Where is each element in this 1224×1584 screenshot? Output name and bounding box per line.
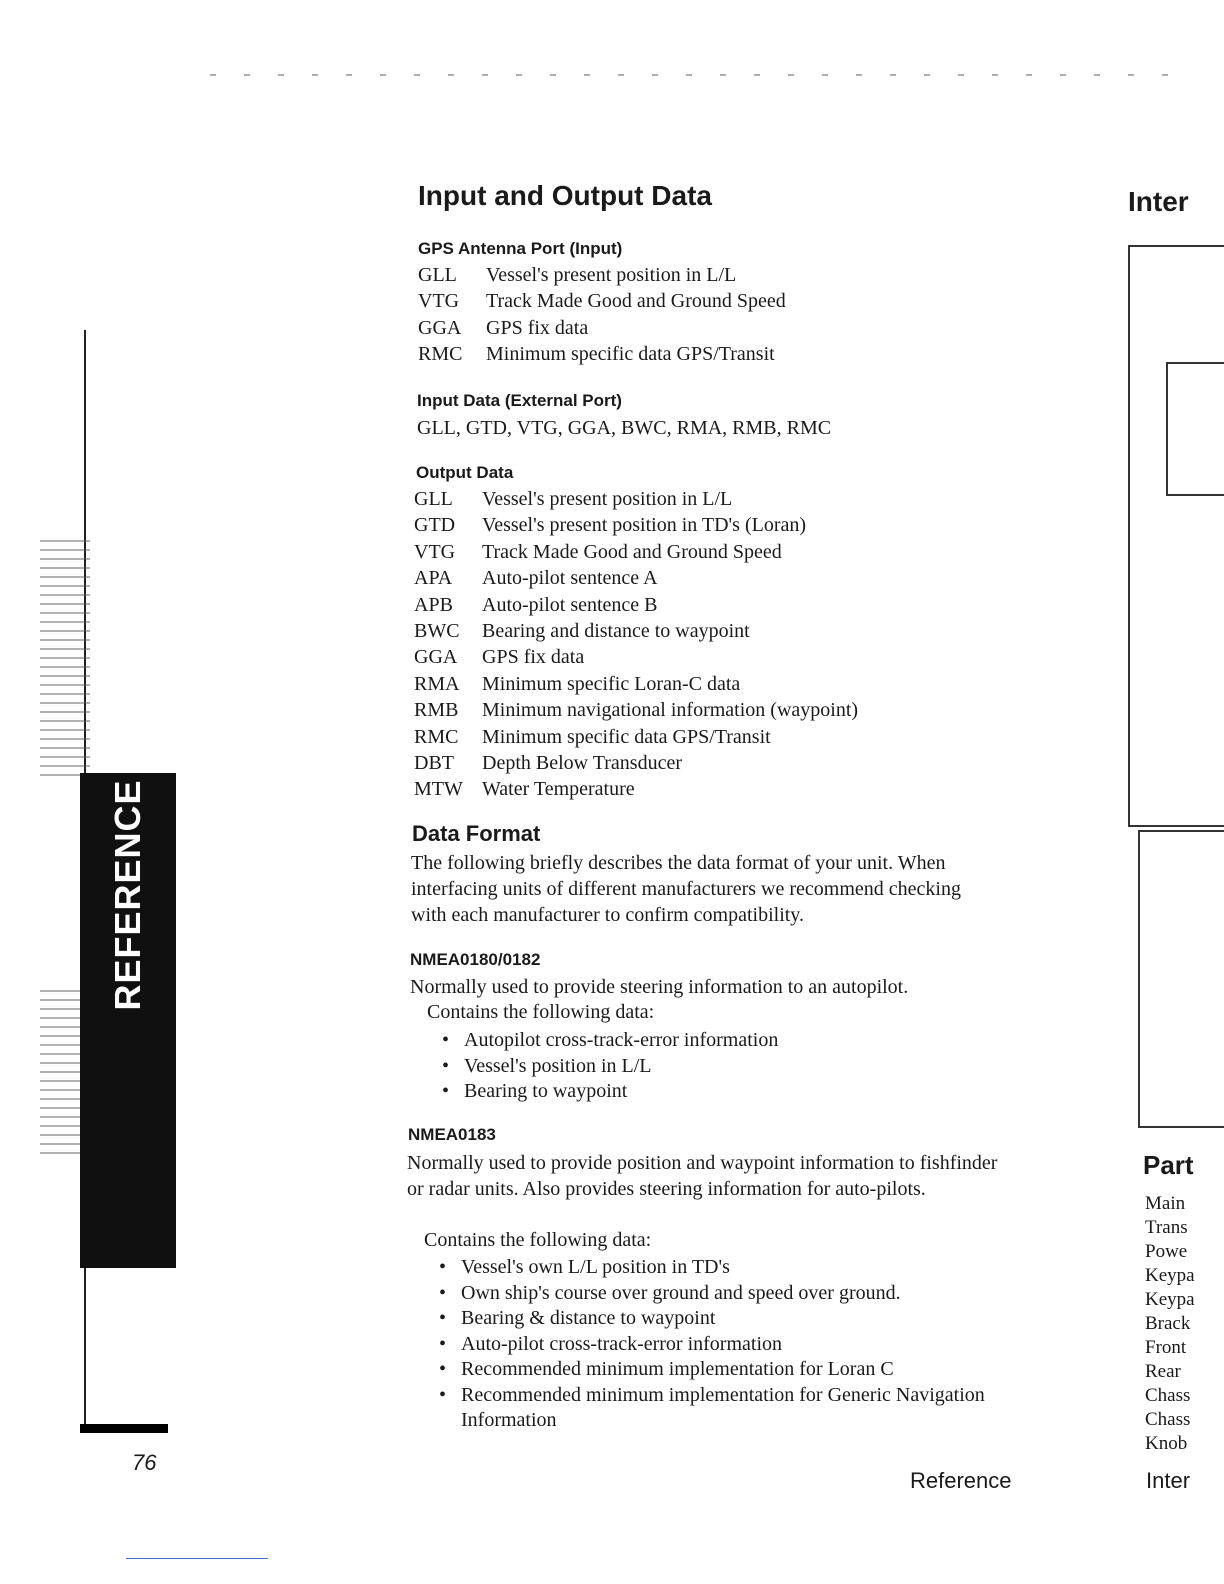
list-item: • Own ship's course over ground and speed over ground. — [437, 1281, 1002, 1307]
gps-antenna-table — [418, 262, 786, 368]
list-item: Brack — [1145, 1313, 1191, 1334]
sentence-desc: Track Made Good and Ground Speed — [486, 290, 786, 313]
table-row — [418, 262, 786, 288]
right-figure-frame-2 — [1138, 830, 1224, 1128]
sentence-desc: GPS fix data — [486, 316, 589, 339]
table-row — [418, 341, 786, 367]
table-row — [414, 644, 858, 670]
sentence-desc: GPS fix data — [482, 646, 585, 669]
bottom-rule — [126, 1558, 268, 1559]
sentence-code: RMB — [414, 699, 459, 722]
list-item: • Recommended minimum implementation for Generic Navigation Information — [437, 1383, 1002, 1434]
sentence-desc: Bearing and distance to waypoint — [482, 620, 750, 643]
input-external-list: GLL, GTD, VTG, GGA, BWC, RMA, RMB, RMC — [417, 417, 832, 439]
list-item: • Bearing & distance to waypoint — [437, 1306, 1002, 1332]
right-parts-list — [1145, 1192, 1224, 1456]
table-row — [414, 618, 858, 644]
sentence-desc: Vessel's present position in TD's (Loran) — [482, 514, 807, 537]
sentence-desc: Vessel's present position in L/L — [486, 264, 737, 286]
sentence-code: VTG — [414, 540, 456, 563]
output-data-title: Output Data — [416, 463, 514, 482]
list-item: • Autopilot cross-track-error information — [440, 1028, 1000, 1054]
list-item: Powe — [1145, 1241, 1188, 1262]
sentence-code: RMA — [414, 672, 460, 695]
list-item: Keypa — [1145, 1289, 1195, 1310]
right-figure-inner — [1166, 362, 1224, 496]
table-row — [418, 315, 786, 341]
sentence-code: GLL — [418, 264, 457, 286]
sentence-code: VTG — [418, 290, 460, 313]
gps-antenna-title: GPS Antenna Port (Input) — [418, 239, 623, 258]
sentence-code: GGA — [414, 646, 458, 669]
table-row — [414, 671, 858, 697]
nmea0180-text: Normally used to provide steering information to an autopilot. — [410, 976, 909, 998]
table-row — [414, 565, 858, 591]
sentence-desc: Water Temperature — [482, 778, 635, 801]
tab-rule — [80, 1424, 168, 1433]
sentence-code: RMC — [418, 343, 463, 366]
sentence-code: GTD — [414, 514, 456, 537]
data-format-text: The following briefly describes the data format of your unit. When interfacing units of different manufacturers we recommend checking with each manufacturer to confirm compatibility. — [411, 852, 961, 926]
table-row — [414, 697, 858, 723]
side-tab-label: REFERENCE — [107, 779, 148, 1011]
list-item: Trans — [1145, 1217, 1188, 1238]
sentence-desc: Minimum specific data GPS/Transit — [486, 343, 775, 366]
right-parts-title: Part — [1143, 1150, 1194, 1180]
sentence-desc: Minimum specific Loran-C data — [482, 672, 741, 695]
table-row — [414, 486, 858, 512]
nmea0183-list — [437, 1255, 1002, 1434]
sentence-code: APA — [414, 567, 453, 590]
page-footer: Reference — [910, 1468, 1012, 1493]
sentence-desc: Depth Below Transducer — [482, 752, 682, 775]
list-item: Main — [1145, 1193, 1186, 1214]
list-item: • Recommended minimum implementation for Loran C — [437, 1357, 1002, 1383]
table-row — [414, 592, 858, 618]
nmea0183-title: NMEA0183 — [408, 1125, 496, 1144]
sentence-desc: Auto-pilot sentence B — [482, 593, 658, 616]
table-row — [414, 776, 858, 802]
page-number: 76 — [132, 1450, 157, 1475]
list-item: • Bearing to waypoint — [440, 1079, 1000, 1105]
output-data-table — [414, 486, 858, 803]
right-page-footer: Inter — [1146, 1468, 1191, 1493]
nmea0180-title: NMEA0180/0182 — [410, 950, 541, 969]
nmea0180-list — [440, 1028, 1000, 1105]
table-row — [414, 750, 858, 776]
sentence-code: APB — [414, 593, 453, 616]
scan-top-edge — [210, 74, 1190, 76]
list-item: Chass — [1145, 1385, 1191, 1406]
sentence-code: RMC — [414, 725, 459, 748]
table-row — [414, 512, 858, 538]
list-item: Knob — [1145, 1433, 1188, 1454]
sentence-code: GLL — [414, 488, 453, 510]
sentence-desc: Minimum specific data GPS/Transit — [482, 725, 771, 748]
right-page-title: Inter — [1128, 186, 1189, 217]
table-row — [414, 539, 858, 565]
nmea0180-contains: Contains the following data: — [427, 1001, 655, 1023]
input-external-title: Input Data (External Port) — [417, 391, 622, 410]
data-format-title: Data Format — [412, 821, 541, 846]
nmea0183-text: Normally used to provide position and waypoint information to fishfinder or radar units. Also provides steering information for auto-pilots. — [407, 1152, 998, 1200]
sentence-code: DBT — [414, 752, 454, 775]
list-item: • Vessel's own L/L position in TD's — [437, 1255, 1002, 1281]
sentence-desc: Vessel's present position in L/L — [482, 488, 733, 510]
right-figure-frame — [1128, 245, 1224, 827]
list-item: Keypa — [1145, 1265, 1195, 1286]
table-row — [418, 288, 786, 314]
list-item: Chass — [1145, 1409, 1191, 1430]
sentence-desc: Minimum navigational information (waypoint) — [482, 699, 859, 722]
scan-noise — [40, 540, 90, 780]
list-item: • Vessel's position in L/L — [440, 1054, 1000, 1080]
sentence-desc: Auto-pilot sentence A — [482, 567, 658, 590]
list-item: • Auto-pilot cross-track-error information — [437, 1332, 1002, 1358]
nmea0183-contains: Contains the following data: — [424, 1229, 652, 1251]
table-row — [414, 724, 858, 750]
list-item: Front — [1145, 1337, 1187, 1358]
sentence-code: GGA — [418, 316, 462, 339]
sentence-code: BWC — [414, 620, 460, 643]
sentence-desc: Track Made Good and Ground Speed — [482, 540, 782, 563]
sentence-code: MTW — [414, 778, 463, 801]
page-title: Input and Output Data — [418, 180, 712, 211]
list-item: Rear — [1145, 1361, 1181, 1382]
